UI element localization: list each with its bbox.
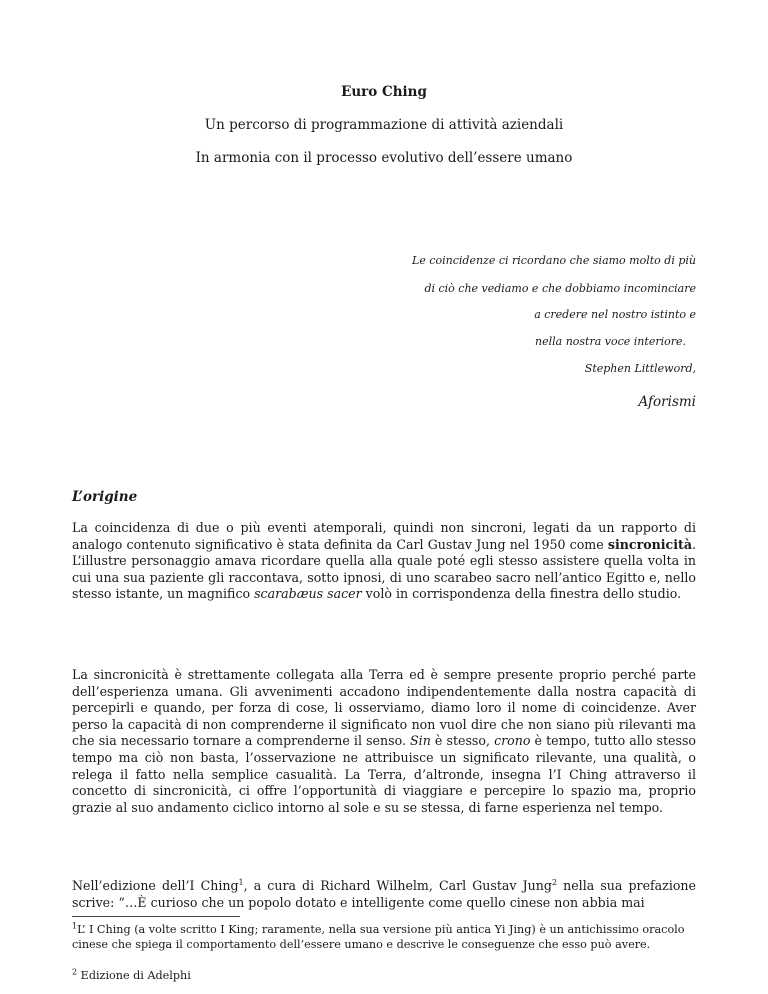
epigraph-work: Aforismi	[638, 394, 696, 410]
body-paragraph: La sincronicità è strettamente collegata alla Terra ed è sempre presente proprio perché parte dell’esperienza umana. Gli avvenimenti accadono indipendentemente dalla nostra capacità di percepirli e quando, per forza di cose, li osserviamo, diamo loro il nome di coincidenze. Aver perso la capacità di non comprenderne il significato non vuol dire che non siano più rilevanti ma che sia necessario tornare a comprenderne il senso. Sin è stesso, crono è tempo, tutto allo stesso tempo ma ciò non basta, l’osservazione ne attribuisce un significato rilevante, una qualità, o relega il fatto nella semplice casualità. La Terra, d’altronde, insegna l’I Ching attraverso il concetto di sincronicità, ci offre l’opportunità di viaggiare e percepire lo spazio ma, proprio grazie al suo andamento ciclico intorno al sole e su se stessa, di farne esperienza nel tempo.	[72, 667, 696, 815]
footnote-number: 1	[72, 921, 78, 931]
footnote-number: 2	[72, 967, 78, 977]
document-subtitle-2: In armonia con il processo evolutivo dell’essere umano	[195, 150, 573, 166]
latin-term: scarabæus sacer	[254, 586, 362, 602]
epigraph-author: Stephen Littleword,	[584, 362, 696, 375]
body-paragraph: Nell’edizione dell’I Ching$^1$, a cura di Richard Wilhelm, Carl Gustav Jung$^2$ nella sua prefazione scrive: “…È curioso che un popolo dotato e intelligente come quello cinese non abbia mai	[72, 877, 696, 910]
document-title: Euro Ching	[341, 84, 427, 100]
footnote-divider	[72, 916, 240, 917]
epigraph-line: di ciò che vediamo e che dobbiamo incominciare	[424, 282, 696, 295]
footnote-ref[interactable]: 1	[238, 877, 244, 887]
footnote: $^2$ Edizione di Adelphi	[72, 967, 191, 982]
epigraph-line: nella nostra voce interiore.	[535, 335, 686, 348]
epigraph-line: a credere nel nostro istinto e	[534, 308, 696, 321]
emphasis-term: sincronicità	[607, 536, 692, 552]
epigraph-line: Le coincidenze ci ricordano che siamo molto di più	[412, 254, 696, 267]
document-subtitle: Un percorso di programmazione di attività aziendali	[204, 117, 564, 133]
body-paragraph: La coincidenza di due o più eventi atemporali, quindi non sincroni, legati da un rapporto di analogo contenuto significativo è stata definita da Carl Gustav Jung nel 1950 come sincronicità. L’illustre personaggio amava ricordare quella alla quale poté egli stesso assistere quella volta in cui una sua paziente gli raccontava, sotto ipnosi, di uno scarabeo sacro nell’antico Egitto e, nello stesso istante, un magnifico scarabæus sacer volò in corrispondenza della finestra dello studio.	[72, 520, 696, 602]
section-heading: L’origine	[72, 489, 138, 505]
footnote-ref[interactable]: 2	[551, 877, 558, 887]
footnote: $^1$L’ I Ching (a volte scritto I King; raramente, nella sua versione più antica Yi Jing) è un antichissimo oracolo cinese che spiega il comportamento dell’essere umano e descrive le conseguenze che esso può avere.	[72, 921, 685, 951]
